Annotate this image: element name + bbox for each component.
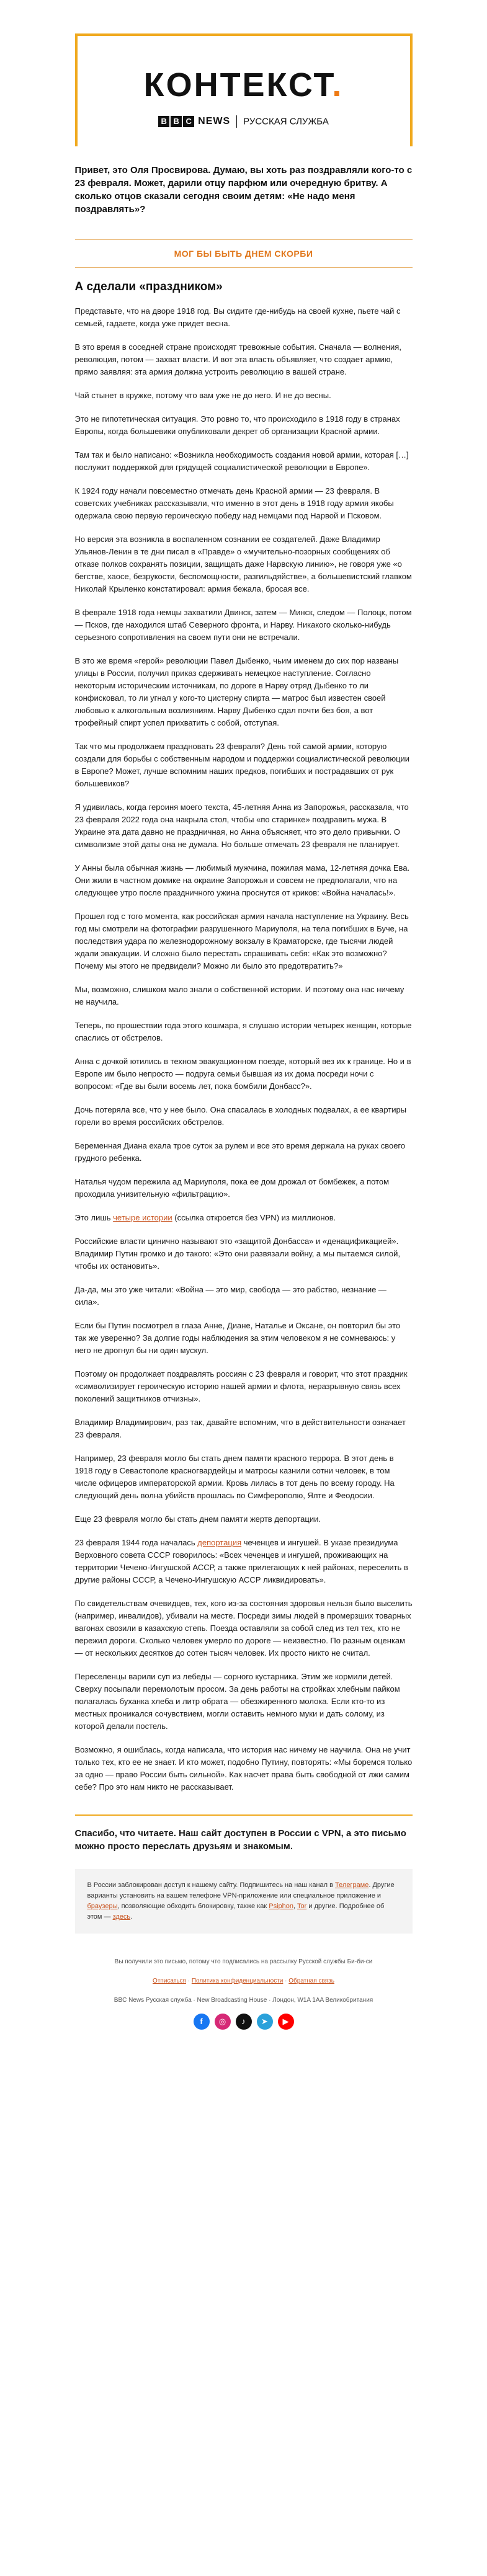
paragraph: Анна с дочкой ютились в техном эвакуационном поезде, который вез их к границе. Но и в Европе им было непросто — подруга семьи бывшая из их дома посреди ночи с вопросом: «Где вы были восемь лет, пока бомбили Донбасс?».: [74, 1057, 411, 1091]
link-separator: ·: [185, 1978, 192, 1984]
paragraph: Владимир Владимирович, раз так, давайте вспомним, что в действительности означает 23 февраля.: [74, 1418, 406, 1439]
deportation-link[interactable]: депортация: [197, 1538, 242, 1547]
bbc-block-c: C: [183, 116, 194, 127]
article-body: [75, 280, 413, 1793]
privacy-policy-link[interactable]: Политика конфиденциальности: [191, 1978, 284, 1984]
feedback-link[interactable]: Обратная связь: [288, 1978, 334, 1984]
paragraph: Теперь, по прошествии года этого кошмара, я слушаю истории четырех женщин, которые спаслись от обстрелов.: [74, 1021, 412, 1042]
paragraph: Еще 23 февраля могло бы стать днем памяти жертв депортации.: [74, 1514, 321, 1524]
social-icons-row: [75, 2014, 413, 2030]
paragraph: Там так и было написано: «Возникла необходимость создания новой армии, которая […] послужит поддержкой для грядущей социалистической революции в Европе».: [74, 450, 409, 472]
paragraph: Чай стынет в кружке, потому что вам уже не до него. И не до весны.: [74, 391, 331, 400]
logo-text: КОНТЕКСТ: [143, 66, 333, 104]
paragraph: Это не гипотетическая ситуация. Это ровно то, что происходило в 1918 году в странах Европы, когда большевики опубликовали декрет об организации Красной армии.: [74, 414, 400, 436]
paragraph: Наталья чудом пережила ад Мариуполя, пока ее дом дрожал от бомбежек, а потом проходила унизительную «фильтрацию».: [74, 1177, 390, 1199]
vpn-info-box: [75, 1869, 413, 1934]
bbc-logo: [158, 116, 195, 127]
youtube-icon[interactable]: ▶: [278, 2014, 294, 2030]
unsubscribe-link[interactable]: Отписаться: [153, 1978, 186, 1984]
outro-text: Спасибо, что читаете. Наш сайт доступен в России с VPN, а это письмо можно просто переслать друзьям и знакомым.: [75, 1814, 413, 1853]
paragraph: У Анны была обычная жизнь — любимый мужчина, пожилая мама, 12-летняя дочка Ева. Они жили в частном домике на окраине Запорожья и совсем не предполагали, что на следующее утро после праздничного ужина проснутся от криков: «Война началась!».: [74, 863, 410, 897]
brand-divider: [236, 115, 237, 128]
text-segment: В России заблокирован доступ к нашему сайту. Подпишитесь на наш канал в: [87, 1881, 336, 1889]
paragraph: К 1924 году начали повсеместно отмечать день Красной армии — 23 февраля. В советских учебниках рассказывали, что именно в этот день в 1918 году армия якобы одержала свою первую героическую победу над немцами под Нарвой и Псковом.: [74, 486, 394, 520]
paragraph: Если бы Путин посмотрел в глаза Анне, Диане, Наталье и Оксане, он повторил бы это так же уверенно? За долгие годы наблюдения за этим человеком я не сомневаюсь: у него не дрогнул бы ни один мускул.: [74, 1321, 401, 1355]
text-segment: (ссылка откроется без VPN) из миллионов.: [172, 1213, 336, 1222]
paragraph: Дочь потеряла все, что у нее было. Она спасалась в холодных подвалах, а ее квартиры горели во время российских обстрелов.: [74, 1105, 407, 1127]
facebook-icon[interactable]: f: [194, 2014, 210, 2030]
instagram-icon[interactable]: ◎: [215, 2014, 231, 2030]
bbc-block-b1: B: [158, 116, 169, 127]
paragraph-with-link: [75, 1212, 413, 1224]
psiphon-link[interactable]: Psiphon: [269, 1903, 294, 1910]
paragraph: Я удивилась, когда героиня моего текста, 45-летняя Анна из Запорожья, рассказала, что 23 февраля 2022 года она накрыла стол, чтобы «по старинке» поздравить мужа. В Украине эта дата давно не праздничная, но Анна объясняет, что это дело привычки. О символизме этой даты она не думала. Но больше отмечать 23 февраля не планирует.: [74, 802, 409, 849]
paragraph: Возможно, я ошиблась, когда написала, что история нас ничему не научила. Она не учит только тех, кто ее не знает. И кто может, подобно Путину, повторять: «Мы боремся только за одно — право России быть сильной». Как насчет права быть свободной от лжи самим себе? Про это нам никто не рассказывает.: [74, 1745, 413, 1792]
paragraph: Поэтому он продолжает поздравлять россиян с 23 февраля и говорит, что этот праздник «символизирует героическую историю нашей армии и флота, неразрывную связь всех поколений защитников отчизны».: [74, 1369, 408, 1403]
paragraph: Беременная Диана ехала трое суток за рулем и все это время держала на руках своего грудного ребенка.: [74, 1141, 406, 1163]
text-segment: .: [130, 1913, 133, 1921]
details-link[interactable]: здесь: [112, 1913, 131, 1921]
text-segment: 23 февраля 1944 года началась: [74, 1538, 198, 1547]
bbc-block-b2: B: [171, 116, 182, 127]
four-stories-link[interactable]: четыре истории: [113, 1213, 172, 1222]
paragraph: Например, 23 февраля могло бы стать днем памяти красного террора. В этот день в 1918 году в Севастополе красногвардейцы и матросы казнили сотни человек, в том числе офицеров императорской армии. Кровь лилась в тот день по всему городу. На следующий день волна убийств прошлась по Симферополю, Ялте и Феодосии.: [74, 1454, 395, 1500]
paragraph-with-link: [75, 1537, 413, 1586]
bbc-news-label: NEWS: [198, 116, 231, 127]
email-container: [75, 33, 413, 2030]
kontekst-logo[interactable]: [78, 68, 410, 102]
paragraph: В это же время «герой» революции Павел Дыбенко, чьим именем до сих пор названы улицы в России, получил приказ сдерживать немецкое наступление. Согласно некоторым историческим источникам, по дороге в Нарву отряд Дыбенко то ли конфисковал, то ли угнал у кого-то цистерну спирта — матрос был известен своей любовью к алкогольным возлияниям. Нарву Дыбенко сдал почти без боя, а вот трофейный спирт успел прихватить с собой, отступая.: [74, 656, 399, 727]
paragraph: Так что мы продолжаем праздновать 23 февраля? День той самой армии, которую создали для борьбы с собственным народом и поддержки социалистической революции в Европе? Может, лучше вспомним наших предков, погибших и пострадавших от рук большевиков?: [74, 742, 410, 788]
paragraph: Переселенцы варили суп из лебеды — сорного кустарника. Этим же кормили детей. Сверху посыпали перемолотым просом. За день работы на стройках хлебным пайком полагалась буханка хлеба и литр обрата — обезжиренного молока. Если кто-то из местных проникался сочувствием, могли оставить немного муки и дать солому, из которой делали постель.: [74, 1672, 400, 1731]
link-separator: ·: [283, 1978, 289, 1984]
article-title: А сделали «праздником»: [74, 280, 223, 293]
tiktok-icon[interactable]: ♪: [236, 2014, 252, 2030]
paragraph: Прошел год с того момента, как российская армия начала наступление на Украину. Весь год мы смотрели на фотографии разрушенного Мариуполя, на тела погибших в Буче, на последствия удара по железнодорожному вокзалу в Краматорске, где тысячи людей ждали эвакуации. И сложно было перестать спрашивать себя: «Как это возможно? Почему мы этого не предвидели? Можно ли было это предотвратить?»: [74, 912, 409, 970]
subscription-notice: Вы получили это письмо, потому что подписались на рассылку Русской службы Би-би-си: [114, 1958, 373, 1965]
footer-links: [75, 1976, 413, 1986]
logo-dot: .: [332, 66, 344, 104]
footer: [75, 1957, 413, 2005]
footer-address: BBC News Русская служба · New Broadcasting House · Лондон, W1A 1AA Великобритания: [114, 1997, 373, 2004]
paragraph: Но версия эта возникла в воспаленном сознании ее создателей. Даже Владимир Ульянов-Ленин в те дни писал в «Правде» о «мучительно-позорных сообщениях об отказе полков сохранять позиции, защищать даже Нарвскую линию», не говоря уже «о бегстве, хаосе, безрукости, беспомощности, разгильдяйстве», а большевистский главком Николай Крыленко констатировал: армия бежала, бросая все.: [74, 535, 412, 593]
bbc-russian-brand: [78, 115, 410, 128]
intro-text: Привет, это Оля Просвирова. Думаю, вы хоть раз поздравляли кого-то с 23 февраля. Может, дарили отцу парфюм или очередную бритву. А сколько отцов сказали сегодня своим детям: «Не надо меня поздравлять»?: [74, 165, 413, 215]
paragraph: По свидетельствам очевидцев, тех, кого из-за состояния здоровья нельзя было выселить (например, инвалидов), убивали на месте. Посреди зимы людей в промерзших товарных вагонах свозили в казахскую степь. Поезда оставляли за собой след из тел тех, кто не пережил дороги. Сколько человек умерло по дороге — неизвестно. По разным оценкам — от нескольких десятков до сотен тысяч человек. Их просто никто не считал.: [74, 1599, 413, 1658]
paragraph: Представьте, что на дворе 1918 год. Вы сидите где-нибудь на своей кухне, пьете чай с семьей, гадаете, когда уже придет весна.: [74, 306, 401, 328]
service-name: РУССКАЯ СЛУЖБА: [243, 116, 329, 127]
text-segment: , позволяющие обходить блокировку, также как: [117, 1903, 269, 1910]
rubric-heading: МОГ БЫ БЫТЬ ДНЕМ СКОРБИ: [75, 239, 413, 268]
paragraph: Российские власти цинично называют это «защитой Донбасса» и «денацификацией». Владимир Путин громко и до такого: «Это они развязали войну, а мы пытаемся силой, чтобы их остановить».: [74, 1237, 401, 1271]
text-segment: ,: [293, 1903, 297, 1910]
paragraph: В это время в соседней стране происходят тревожные события. Сначала — волнения, революция, потом — захват власти. И вот эта власть объявляет, что создает армию, прямо заявляя: эта армия должна устроить революцию в вашей стране.: [74, 342, 401, 376]
paragraph: Да-да, мы это уже читали: «Война — это мир, свобода — это рабство, незнание — сила».: [74, 1285, 386, 1307]
text-segment: и другие. Подробнее об этом —: [87, 1903, 385, 1921]
tor-link[interactable]: Tor: [297, 1903, 307, 1910]
text-segment: Это лишь: [74, 1213, 114, 1222]
text-segment: . Другие варианты установить на вашем телефоне VPN-приложение или специальное приложение и: [87, 1881, 395, 1899]
text-segment: чеченцев и ингушей. В указе президиума Верховного совета СССР говорилось: «Всех чеченцев и ингушей, проживающих на территории Чечено-Ингушской АССР, а также прилегающих к ней районах, переселить в другие районы СССР, а Чечено-Ингушскую АССР ликвидировать».: [74, 1538, 408, 1584]
paragraph: Мы, возможно, слишком мало знали о собственной истории. И поэтому она нас ничему не научила.: [74, 985, 404, 1006]
telegram-icon[interactable]: ➤: [257, 2014, 273, 2030]
header-banner: [75, 33, 413, 146]
browsers-link[interactable]: браузеры: [87, 1903, 118, 1910]
paragraph: В феврале 1918 года немцы захватили Двинск, затем — Минск, следом — Полоцк, потом — Псков, где находился штаб Северного фронта, и Нарву. Никакого сколько-нибудь серьезного сопротивления на своем пути они не встречали.: [74, 608, 412, 642]
telegram-link[interactable]: Телеграме: [335, 1881, 369, 1889]
